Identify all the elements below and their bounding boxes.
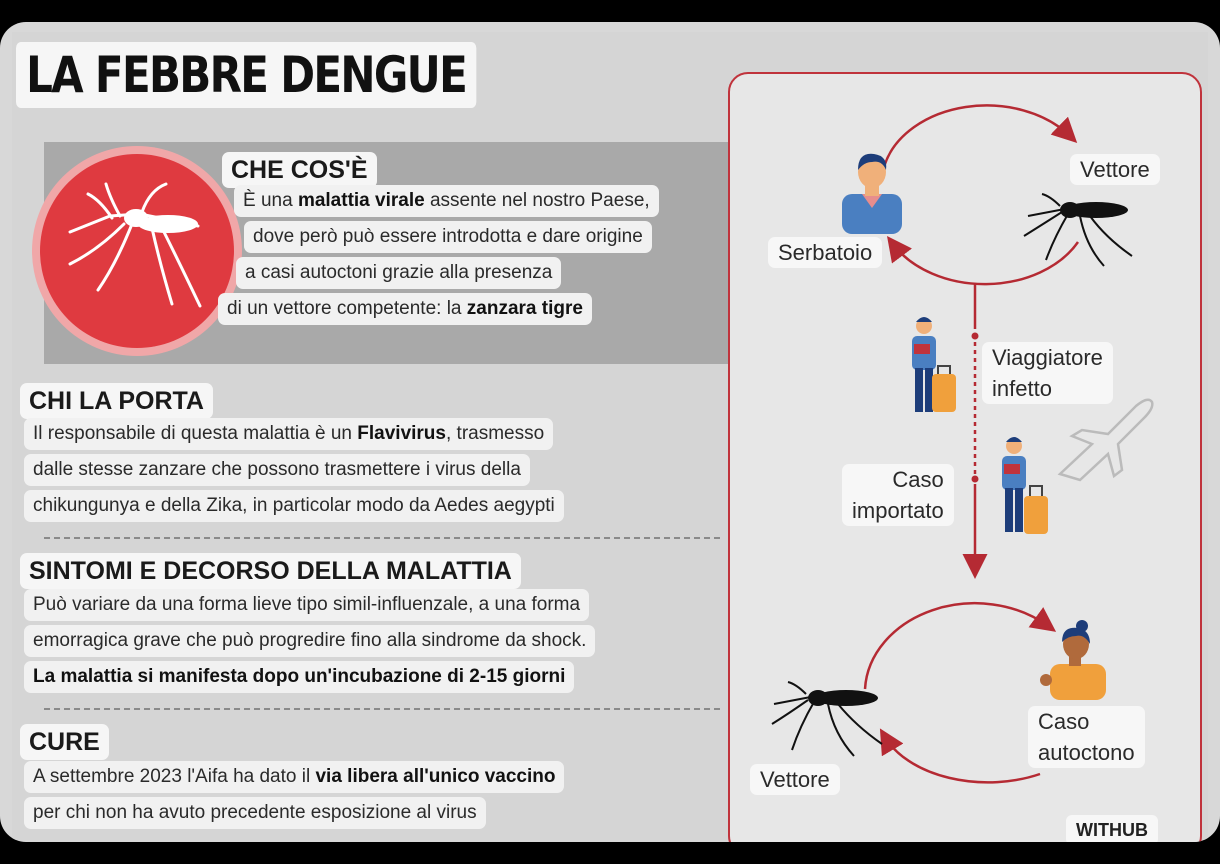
chi-la-porta-line-2: dalle stesse zanzare che possono trasmettere i virus della bbox=[24, 454, 530, 486]
section-divider bbox=[44, 708, 720, 710]
label-caso-autoctono: Caso autoctono bbox=[1028, 706, 1145, 768]
cure-line-2: per chi non ha avuto precedente esposizione al virus bbox=[24, 797, 486, 829]
infographic-frame bbox=[0, 22, 1220, 842]
mosquito-badge bbox=[32, 146, 242, 356]
sintomi-line-3: La malattia si manifesta dopo un'incubazione di 2-15 giorni bbox=[24, 661, 574, 693]
che-cose-line-1: È una malattia virale assente nel nostro Paese, bbox=[234, 185, 659, 217]
section-heading-che-cose: CHE COS'È bbox=[222, 152, 377, 188]
section-heading-chi-la-porta: CHI LA PORTA bbox=[20, 383, 213, 419]
page-title: LA FEBBRE DENGUE bbox=[16, 42, 476, 108]
label-serbatoio: Serbatoio bbox=[768, 237, 882, 268]
brand-logo: WITHUB bbox=[1066, 815, 1158, 842]
transmission-diagram bbox=[728, 72, 1202, 842]
label-vettore-top: Vettore bbox=[1070, 154, 1160, 185]
cure-line-1: A settembre 2023 l'Aifa ha dato il via libera all'unico vaccino bbox=[24, 761, 564, 793]
che-cose-line-2: dove però può essere introdotta e dare origine bbox=[244, 221, 652, 253]
section-heading-sintomi: SINTOMI E DECORSO DELLA MALATTIA bbox=[20, 553, 521, 589]
mosquito-icon bbox=[40, 154, 234, 348]
infected-traveller-icon bbox=[906, 314, 964, 420]
section-heading-cure: CURE bbox=[20, 724, 109, 760]
reservoir-person-icon bbox=[836, 148, 908, 234]
sintomi-line-1: Può variare da una forma lieve tipo simil-influenzale, a una forma bbox=[24, 589, 589, 621]
label-vettore-bottom: Vettore bbox=[750, 764, 840, 795]
che-cose-line-3: a casi autoctoni grazie alla presenza bbox=[236, 257, 561, 289]
label-viaggiatore-infetto: Viaggiatore infetto bbox=[982, 342, 1113, 404]
chi-la-porta-line-1: Il responsabile di questa malattia è un Flavivirus, trasmesso bbox=[24, 418, 553, 450]
mosquito-vector-icon bbox=[1020, 186, 1135, 276]
imported-case-traveller-icon bbox=[996, 434, 1056, 540]
section-divider bbox=[44, 537, 720, 539]
chi-la-porta-line-3: chikungunya e della Zika, in particolar modo da Aedes aegypti bbox=[24, 490, 564, 522]
sintomi-line-2: emorragica grave che può progredire fino alla sindrome da shock. bbox=[24, 625, 595, 657]
che-cose-line-4: di un vettore competente: la zanzara tigre bbox=[218, 293, 592, 325]
airplane-icon bbox=[1052, 396, 1162, 486]
autochthonous-case-person-icon bbox=[1036, 620, 1108, 700]
mosquito-vector-icon bbox=[768, 674, 888, 766]
label-caso-importato: Caso importato bbox=[842, 464, 954, 526]
